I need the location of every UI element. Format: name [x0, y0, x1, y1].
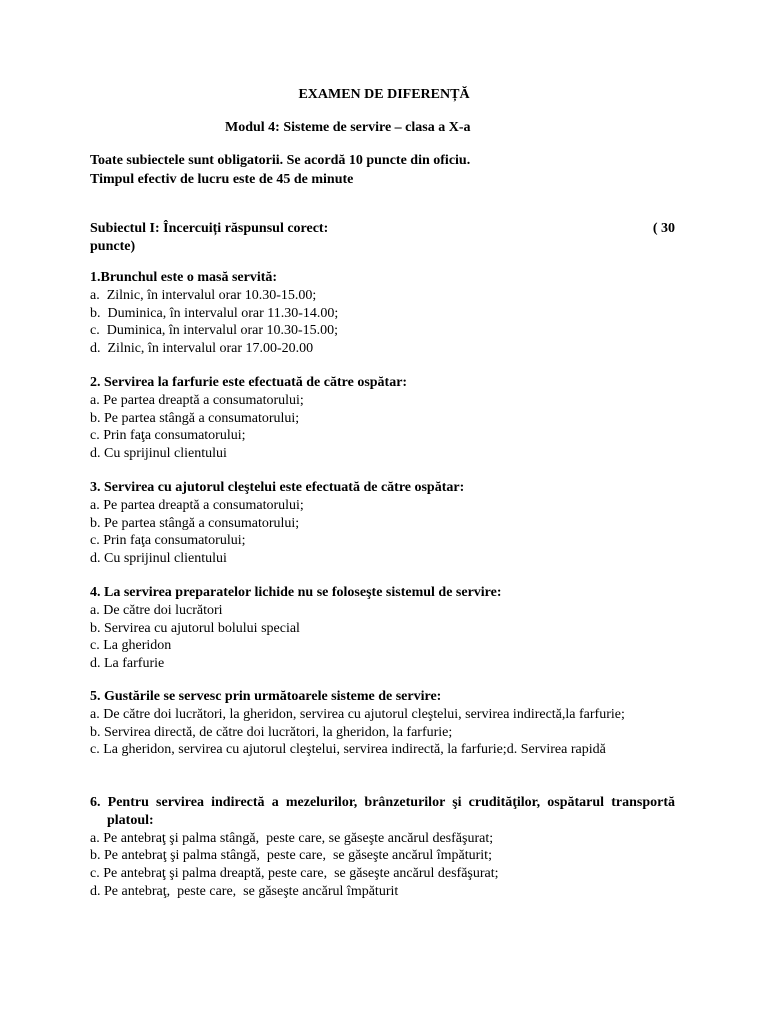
answer-option: c. Pe antebraţ şi palma dreaptă, peste care, se găseşte ancărul desfăşurat;: [90, 866, 499, 882]
question-4: [90, 584, 675, 673]
answer-option: b. Servirea directă, de către doi lucrători, la gheridon, la farfurie;: [90, 724, 453, 740]
question-5: [90, 688, 675, 759]
answer-option: c. La gheridon: [90, 638, 172, 654]
answer-option: c. Prin faţa consumatorului;: [90, 428, 246, 444]
answer-option: d. Cu sprijinul clientului: [90, 446, 227, 462]
answer-option: b. Duminica, în intervalul orar 11.30-14.00;: [90, 305, 339, 321]
question-2: [90, 374, 675, 463]
answer-option: c. La gheridon, servirea cu ajutorul cleştelui, servirea indirectă, la farfurie;d. Servirea rapidă: [90, 742, 606, 758]
exam-title: EXAMEN DE DIFERENȚĂ: [298, 87, 470, 102]
answer-option: d. Pe antebraţ, peste care, se găseşte ancărul împăturit: [90, 883, 399, 899]
answer-option: b. Pe antebraţ şi palma stângă, peste care, se găseşte ancărul împăturit;: [90, 848, 492, 864]
answer-option: c. Duminica, în intervalul orar 10.30-15.00;: [90, 323, 339, 339]
answer-option: a. De către doi lucrători, la gheridon, servirea cu ajutorul cleştelui, servirea indirectă,la farfurie;: [90, 706, 625, 722]
answer-option: a. Pe partea dreaptă a consumatorului;: [90, 392, 304, 408]
answer-option: b. Pe partea stângă a consumatorului;: [90, 410, 300, 426]
answer-option: d. Zilnic, în intervalul orar 17.00-20.00: [90, 341, 314, 357]
instruction-line: Timpul efectiv de lucru este de 45 de minute: [90, 171, 354, 187]
answer-option: c. Prin faţa consumatorului;: [90, 533, 246, 549]
answer-option: b. Servirea cu ajutorul bolului special: [90, 620, 300, 636]
question-6: [90, 794, 675, 901]
subject-points: ( 30: [652, 221, 675, 236]
answer-option: d. La farfurie: [90, 656, 165, 672]
question-prompt: 2. Servirea la farfurie este efectuată de către ospătar:: [90, 375, 408, 390]
question-prompt: 1.Brunchul este o masă servită:: [90, 270, 278, 285]
answer-option: a. De către doi lucrători: [90, 602, 223, 618]
subject-title: Subiectul I: Încercuiți răspunsul corect:: [90, 221, 329, 236]
question-3: [90, 479, 675, 568]
answer-option: a. Zilnic, în intervalul orar 10.30-15.00;: [90, 287, 317, 303]
answer-option: d. Cu sprijinul clientului: [90, 551, 227, 567]
answer-option: b. Pe partea stângă a consumatorului;: [90, 515, 300, 531]
answer-option: a. Pe partea dreaptă a consumatorului;: [90, 497, 304, 513]
answer-option: a. Pe antebraţ şi palma stângă, peste care, se găseşte ancărul desfăşurat;: [90, 830, 494, 846]
subject-points-unit: puncte): [90, 239, 136, 254]
question-prompt: 5. Gustările se servesc prin următoarele sisteme de servire:: [90, 689, 442, 704]
instruction-line: Toate subiectele sunt obligatorii. Se acordă 10 puncte din oficiu.: [90, 153, 471, 168]
question-prompt: 3. Servirea cu ajutorul cleştelui este efectuată de către ospătar:: [90, 480, 465, 495]
subject-section-heading: [90, 220, 675, 256]
instructions: [90, 152, 675, 189]
question-prompt: 6. Pentru servirea indirectă a mezelurilor, brânzeturilor şi crudităţilor, ospătarul transportă platoul:: [90, 795, 675, 828]
question-1: [90, 269, 675, 358]
subject-line: [90, 220, 675, 238]
module-heading: Modul 4: Sisteme de servire – clasa a X-a: [225, 120, 471, 135]
question-prompt: 4. La servirea preparatelor lichide nu se foloseşte sistemul de servire:: [90, 585, 502, 600]
